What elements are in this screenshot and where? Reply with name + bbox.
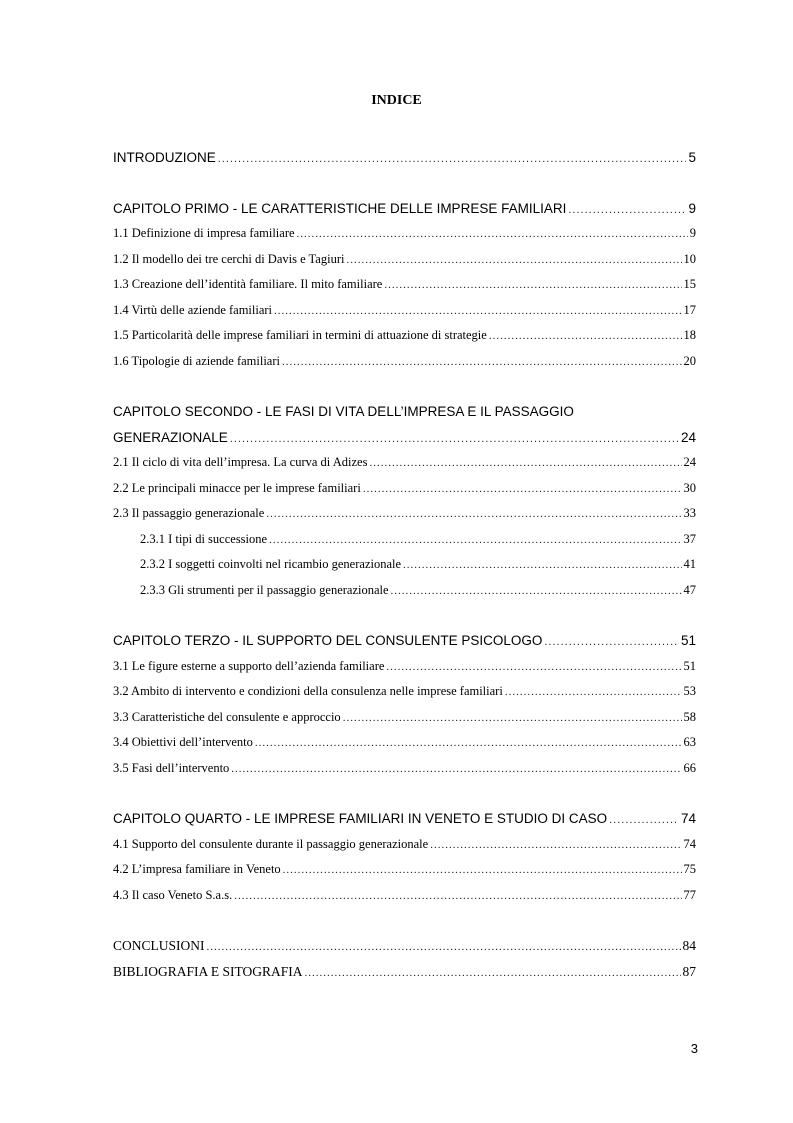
toc-entry-page: 24 [683, 455, 696, 469]
toc-entry-label: 1.5 Particolarità delle imprese familiari in termini di attuazione di strategie [113, 328, 487, 342]
dot-leader [282, 356, 682, 368]
toc-entry-label: 3.2 Ambito di intervento e condizioni della consulenza nelle imprese familiari [113, 684, 503, 698]
toc-entry-page: 9 [688, 200, 696, 216]
dot-leader [403, 559, 681, 571]
toc-entry-label: 3.1 Le figure esterne a supporto dell’azienda familiare [113, 658, 385, 673]
toc-entry-label: 1.6 Tipologie di aziende familiari [113, 353, 280, 368]
toc-entry-conclusioni[interactable] [113, 938, 696, 964]
dot-leader [346, 254, 681, 266]
table-of-contents [113, 150, 696, 989]
toc-entry-label: CAPITOLO PRIMO - LE CARATTERISTICHE DELLE IMPRESE FAMILIARI [113, 200, 567, 216]
toc-entry-2-2[interactable] [113, 481, 696, 507]
toc-entry-page: 20 [683, 353, 696, 368]
toc-entry-label: INTRODUZIONE [113, 150, 216, 165]
toc-entry-capitolo-quarto[interactable] [113, 811, 696, 837]
toc-entry-2-1[interactable] [113, 455, 696, 481]
toc-entry-4-3[interactable] [113, 888, 696, 914]
toc-entry-label: 1.2 Il modello dei tre cerchi di Davis e Tagiuri [113, 251, 345, 266]
toc-entry-page: 17 [683, 302, 696, 317]
toc-entry-page: 77 [683, 887, 696, 902]
dot-leader [297, 228, 688, 240]
toc-entry-1-1[interactable] [113, 226, 696, 252]
toc-entry-page: 87 [682, 963, 696, 979]
dot-leader [207, 941, 681, 953]
toc-entry-4-1[interactable] [113, 837, 696, 863]
toc-entry-2-3[interactable] [113, 506, 696, 532]
page-title: INDICE [371, 93, 422, 108]
dot-leader [218, 153, 687, 165]
toc-entry-label: 3.4 Obiettivi dell’intervento [113, 735, 253, 749]
toc-entry-label: 3.5 Fasi dell’intervento [113, 760, 230, 775]
toc-entry-page: 58 [683, 709, 696, 724]
toc-entry-page: 18 [683, 328, 696, 342]
toc-entry-1-3[interactable] [113, 277, 696, 303]
toc-entry-2-3-3[interactable] [113, 583, 696, 609]
toc-entry-page: 53 [683, 684, 696, 698]
toc-entry-label: 1.1 Definizione di impresa familiare [113, 226, 295, 240]
toc-entry-2-3-2[interactable] [113, 557, 696, 583]
dot-leader [274, 305, 681, 317]
dot-leader [305, 967, 681, 979]
toc-entry-3-4[interactable] [113, 735, 696, 761]
toc-entry-label: 2.3.2 I soggetti coinvolti nel ricambio generazionale [140, 557, 402, 571]
toc-entry-3-2[interactable] [113, 684, 696, 710]
toc-entry-page: 51 [683, 658, 696, 673]
toc-entry-page: 5 [688, 150, 696, 165]
dot-leader [384, 279, 681, 291]
toc-entry-page: 10 [683, 251, 696, 266]
toc-entry-page: 9 [689, 226, 696, 240]
dot-leader [269, 534, 681, 546]
toc-entry-3-1[interactable] [113, 659, 696, 685]
toc-entry-page: 33 [683, 506, 696, 520]
toc-entry-label: BIBLIOGRAFIA E SITOGRAFIA [113, 963, 303, 979]
toc-entry-label: CAPITOLO TERZO - IL SUPPORTO DEL CONSULENTE PSICOLOGO [113, 633, 543, 648]
toc-entry-page: 84 [682, 938, 696, 953]
toc-entry-2-3-1[interactable] [113, 532, 696, 558]
toc-entry-page: 30 [683, 480, 696, 495]
toc-entry-page: 74 [680, 811, 696, 826]
toc-entry-capitolo-secondo-line1[interactable]: CAPITOLO SECONDO - LE FASI DI VITA DELL’IMPRESA E IL PASSAGGIO [113, 404, 574, 419]
toc-entry-page: 15 [683, 277, 696, 291]
dot-leader [231, 763, 681, 775]
dot-leader [234, 890, 681, 902]
toc-entry-label: 4.2 L’impresa familiare in Veneto [113, 862, 281, 876]
toc-entry-label: 1.4 Virtù delle aziende familiari [113, 302, 273, 317]
toc-entry-label: 2.2 Le principali minacce per le imprese familiari [113, 480, 361, 495]
toc-entry-label: 2.3.3 Gli strumenti per il passaggio generazionale [140, 582, 389, 597]
toc-entry-page: 66 [683, 760, 696, 775]
toc-entry-label: 2.3 Il passaggio generazionale [113, 506, 265, 520]
toc-entry-1-5[interactable] [113, 328, 696, 354]
toc-entry-1-6[interactable] [113, 354, 696, 380]
dot-leader [609, 814, 679, 826]
dot-leader [369, 457, 681, 469]
dot-leader [343, 712, 682, 724]
dot-leader [255, 737, 682, 749]
toc-entry-1-4[interactable] [113, 303, 696, 329]
toc-entry-label: 2.3.1 I tipi di successione [140, 531, 268, 546]
toc-entry-page: 51 [680, 633, 696, 648]
toc-entry-capitolo-primo[interactable] [113, 201, 696, 227]
toc-entry-4-2[interactable] [113, 862, 696, 888]
toc-entry-page: 24 [680, 429, 696, 445]
toc-entry-capitolo-secondo[interactable] [113, 430, 696, 456]
dot-leader [386, 661, 681, 673]
toc-entry-page: 37 [683, 531, 696, 546]
toc-entry-3-5[interactable] [113, 761, 696, 787]
toc-entry-label: 3.3 Caratteristiche del consulente e approccio [113, 709, 341, 724]
toc-entry-1-2[interactable] [113, 252, 696, 278]
toc-entry-bibliografia[interactable] [113, 964, 696, 990]
toc-entry-label: 1.3 Creazione dell’identità familiare. Il mito familiare [113, 277, 383, 291]
dot-leader [568, 204, 686, 216]
toc-entry-3-3[interactable] [113, 710, 696, 736]
dot-leader [266, 508, 681, 520]
toc-entry-page: 47 [683, 582, 696, 597]
toc-entry-introduzione[interactable] [113, 150, 696, 176]
toc-entry-page: 63 [683, 735, 696, 749]
dot-leader [391, 585, 682, 597]
toc-entry-page: 41 [683, 557, 696, 571]
dot-leader [544, 636, 679, 648]
toc-entry-label: 4.1 Supporto del consulente durante il passaggio generazionale [113, 836, 429, 851]
toc-entry-label: CONCLUSIONI [113, 938, 205, 953]
toc-entry-label: GENERAZIONALE [113, 429, 228, 445]
toc-entry-page: 75 [683, 862, 696, 876]
dot-leader [489, 330, 682, 342]
dot-leader [430, 839, 681, 851]
toc-entry-page: 74 [683, 836, 696, 851]
dot-leader [230, 433, 679, 445]
page-number: 3 [690, 1041, 698, 1056]
toc-entry-label: 4.3 Il caso Veneto S.a.s. [113, 887, 233, 902]
dot-leader [363, 483, 682, 495]
toc-entry-capitolo-terzo[interactable] [113, 633, 696, 659]
dot-leader [505, 686, 682, 698]
toc-entry-label: 2.1 Il ciclo di vita dell’impresa. La curva di Adizes [113, 455, 368, 469]
toc-entry-label: CAPITOLO QUARTO - LE IMPRESE FAMILIARI IN VENETO E STUDIO DI CASO [113, 811, 608, 826]
dot-leader [283, 864, 682, 876]
